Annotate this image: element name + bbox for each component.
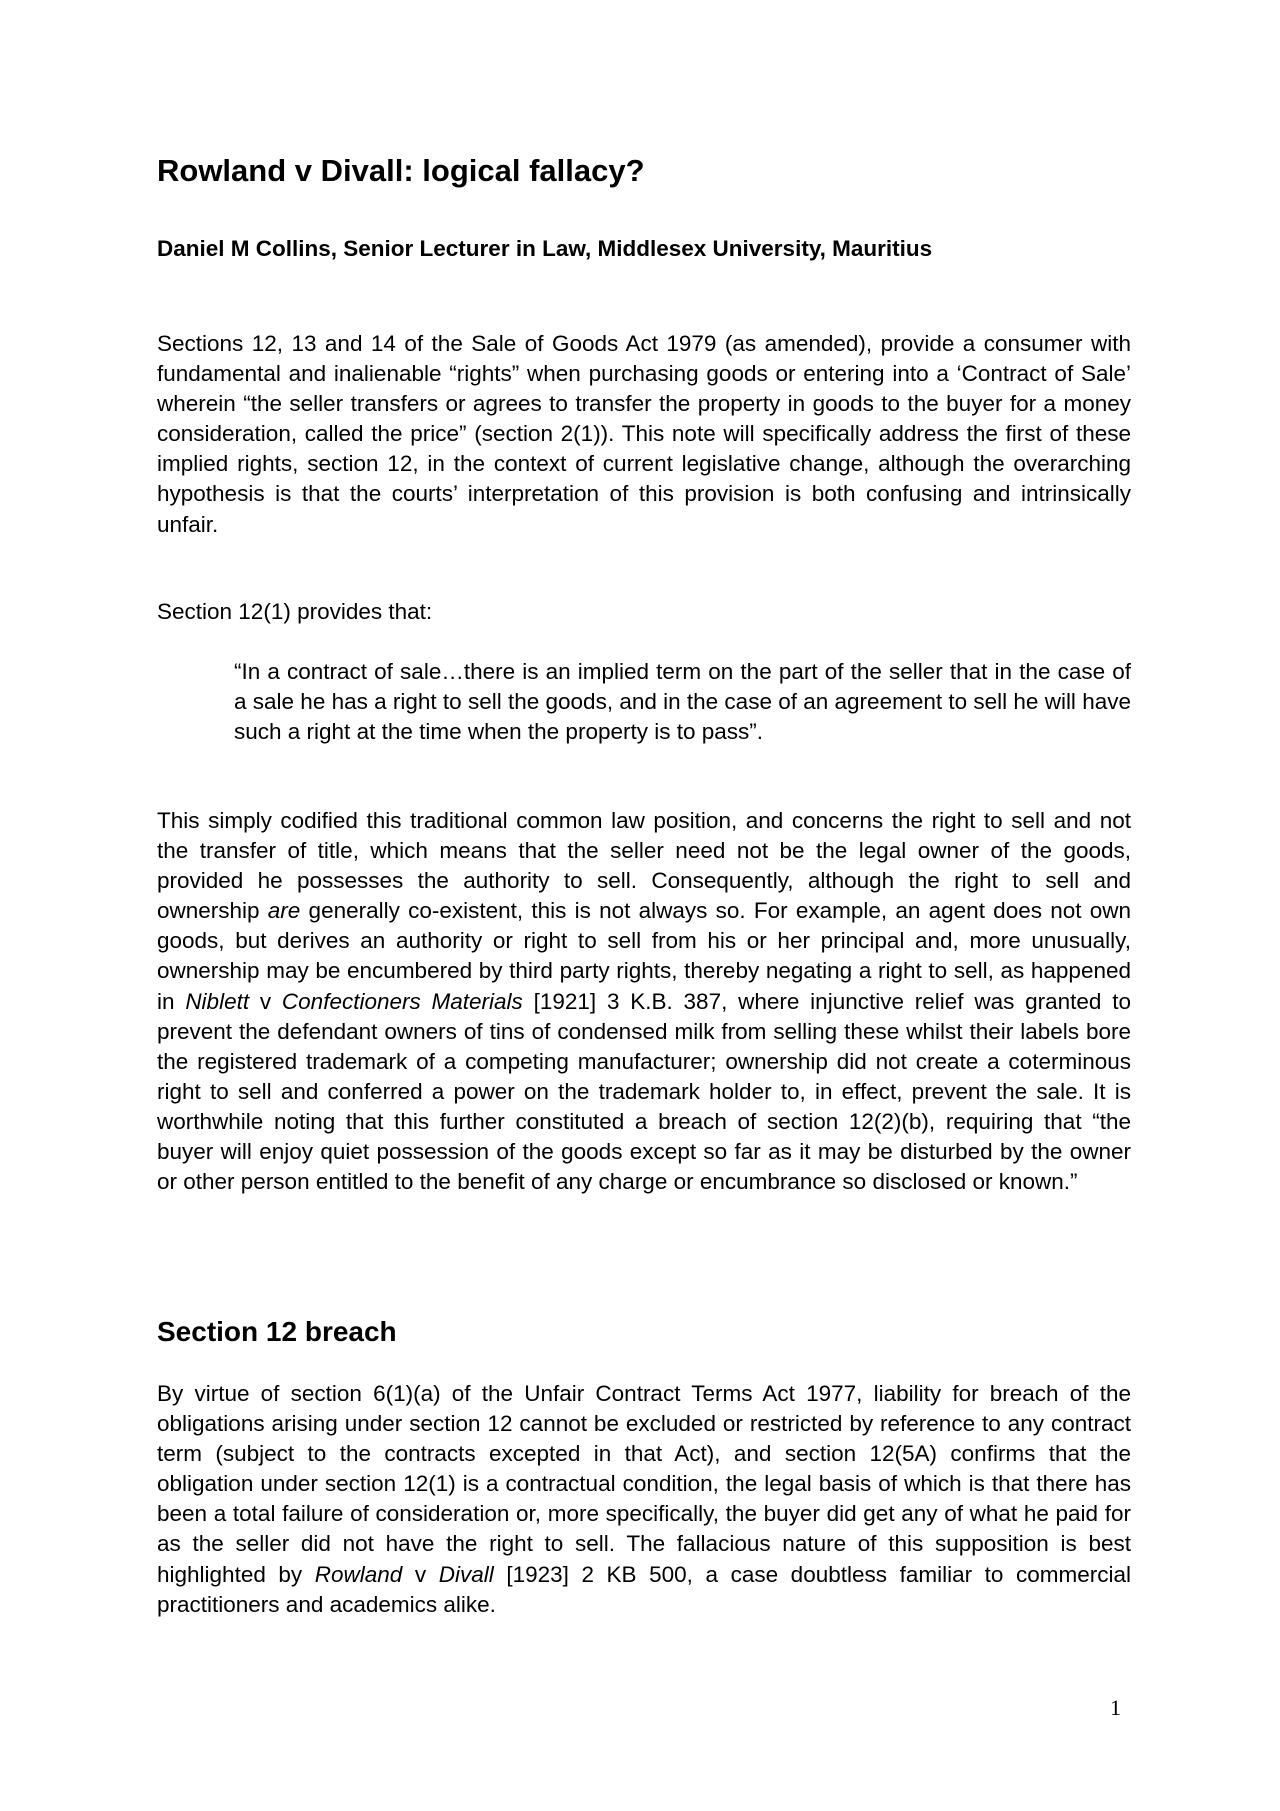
author-line: Daniel M Collins, Senior Lecturer in Law, Middlesex University, Mauritius [157, 236, 933, 261]
case-name: Niblett [185, 988, 250, 1014]
paragraph-codification [157, 806, 1131, 1197]
case-name: Divall [438, 1561, 494, 1587]
text-run: generally co-existent, this is not always so. For example, an agent does not own goods, but derives an authority or right to sell from his or her principal and, more unusually, ownership may be encumbered by third party rights, thereby negating a right to sell, as happened in [157, 898, 1131, 1014]
emphasis-text: are [267, 898, 301, 924]
text-run: [1921] 3 K.B. 387, where injunctive relief was granted to prevent the defendant owners of tins of condensed milk from selling these whilst their labels bore the registered trademark of a competing manufacturer; ownership did not create a coterminous right to sell and conferred a power on the trademark holder to, in effect, prevent the sale. It is worthwhile noting that this further constituted a breach of section 12(2)(b), requiring that “the buyer will enjoy quiet possession of the goods except so far as it may be disturbed by the owner or other person entitled to the benefit of any charge or encumbrance so disclosed or known.” [157, 988, 1131, 1195]
text-run: v [249, 988, 282, 1014]
page-number: 1 [1110, 1695, 1121, 1720]
text-run: By virtue of section 6(1)(a) of the Unfair Contract Terms Act 1977, liability for breach of the obligations arising under section 12 cannot be excluded or restricted by reference to any contract term (subject to the contracts excepted in that Act), and section 12(5A) confirms that the obligation under section 12(1) is a contractual condition, the legal basis of which is that there has been a total failure of consideration or, more specifically, the buyer did get any of what he paid for as the seller did not have the right to sell. The fallacious nature of this supposition is best highlighted by [157, 1381, 1131, 1587]
paragraph-breach [157, 1379, 1131, 1620]
text-run: [1923] 2 KB 500, a case doubtless familiar to commercial practitioners and academics alike. [157, 1561, 1131, 1617]
text-run: v [402, 1561, 439, 1587]
case-name: Confectioners Materials [281, 988, 523, 1014]
document-title: Rowland v Divall: logical fallacy? [157, 153, 645, 188]
block-quote: “In a contract of sale…there is an implied term on the part of the seller that in the case of a sale he has a right to sell the goods, and in the case of an agreement to sell he will have such a right at the time when the property is to pass”. [234, 659, 1131, 745]
paragraph-intro: Sections 12, 13 and 14 of the Sale of Goods Act 1979 (as amended), provide a consumer with fundamental and inalienable “rights” when purchasing goods or entering into a ‘Contract of Sale’ wherein “the seller transfers or agrees to transfer the property in goods to the buyer for a money consideration, called the price” (section 2(1)). This note will specifically address the first of these implied rights, section 12, in the context of current legislative change, although the overarching hypothesis is that the courts’ interpretation of this provision is both confusing and intrinsically unfair. [157, 331, 1131, 537]
section-heading: Section 12 breach [157, 1316, 397, 1347]
text-run: This simply codified this traditional common law position, and concerns the right to sell and not the transfer of title, which means that the seller need not be the legal owner of the goods, provided he possesses the authority to sell. Consequently, although the right to sell and ownership [157, 808, 1131, 924]
case-name: Rowland [314, 1561, 403, 1587]
paragraph-section-12-1: Section 12(1) provides that: [157, 599, 433, 624]
